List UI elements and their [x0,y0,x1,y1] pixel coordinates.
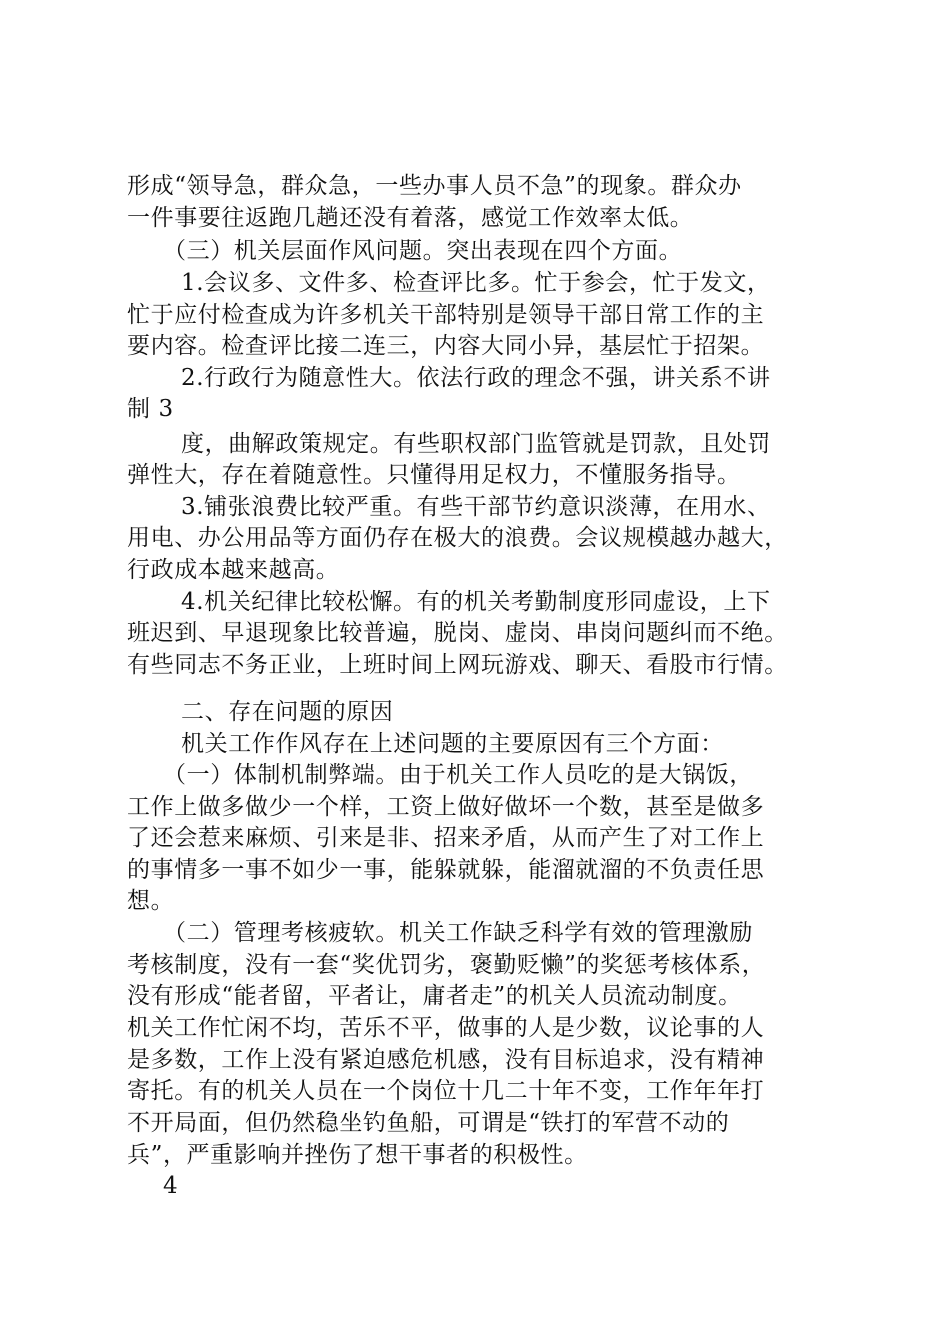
text-line: 4.机关纪律比较松懈。有的机关考勤制度形同虚设，上下 [181,589,771,615]
text-line: 寄托。有的机关人员在一个岗位十几二十年不变，工作年年打 [127,1078,765,1104]
text-line: 机关工作作风存在上述问题的主要原因有三个方面： [181,731,724,757]
text-line: 的事情多一事不如少一事，能躲就躲，能溜就溜的不负责任思 [127,857,765,883]
section-heading: 二、存在问题的原因 [181,699,394,725]
text-line: 想。 [127,888,175,914]
text-line: 没有形成“能者留，平者让，庸者走”的机关人员流动制度。 [127,983,742,1009]
text-line: 度，曲解政策规定。有些职权部门监管就是罚款，且处罚 [181,431,771,457]
text-line: 考核制度，没有一套“奖优罚劣，褒勤贬懒”的奖惩考核体系， [127,952,766,978]
text-line: 有些同志不务正业，上班时间上网玩游戏、聊天、看股市行情。 [127,652,788,678]
text-line: 一件事要往返跑几趟还没有着落，感觉工作效率太低。 [127,205,694,231]
text-line: （一）体制机制弊端。由于机关工作人员吃的是大锅饭， [163,762,753,788]
section-heading: （三）机关层面作风问题。突出表现在四个方面。 [163,238,683,264]
page-number: 4 [163,1173,179,1199]
text-line: 机关工作忙闲不均，苦乐不平，做事的人是少数，议论事的人 [127,1015,765,1041]
text-line: 用电、办公用品等方面仍存在极大的浪费。会议规模越办越大， [127,525,788,551]
text-line: 3.铺张浪费比较严重。有些干部节约意识淡薄，在用水、 [181,494,771,520]
text-line: 制 3 [127,396,174,422]
text-line: 了还会惹来麻烦、引来是非、招来矛盾，从而产生了对工作上 [127,825,765,851]
text-line: （二）管理考核疲软。机关工作缺乏科学有效的管理激励 [163,920,753,946]
text-line: 不开局面，但仍然稳坐钓鱼船，可谓是“铁打的军营不动的 [127,1110,730,1136]
text-line: 形成“领导急，群众急，一些办事人员不急”的现象。群众办 [127,173,742,199]
text-line: 是多数，工作上没有紧迫感危机感，没有目标追求，没有精神 [127,1047,765,1073]
text-line: 2.行政行为随意性大。依法行政的理念不强，讲关系不讲 [181,365,771,391]
text-line: 班迟到、早退现象比较普遍，脱岗、虚岗、串岗问题纠而不绝。 [127,620,788,646]
text-line: 工作上做多做少一个样，工资上做好做坏一个数，甚至是做多 [127,794,765,820]
text-line: 1.会议多、文件多、检查评比多。忙于参会，忙于发文， [181,270,771,296]
text-line: 行政成本越来越高。 [127,557,340,583]
text-line: 兵”，严重影响并挫伤了想干事者的积极性。 [127,1142,588,1168]
text-line: 忙于应付检查成为许多机关干部特别是领导干部日常工作的主 [127,302,765,328]
text-line: 弹性大，存在着随意性。只懂得用足权力，不懂服务指导。 [127,462,741,488]
text-line: 要内容。检查评比接二连三，内容大同小异，基层忙于招架。 [127,333,765,359]
